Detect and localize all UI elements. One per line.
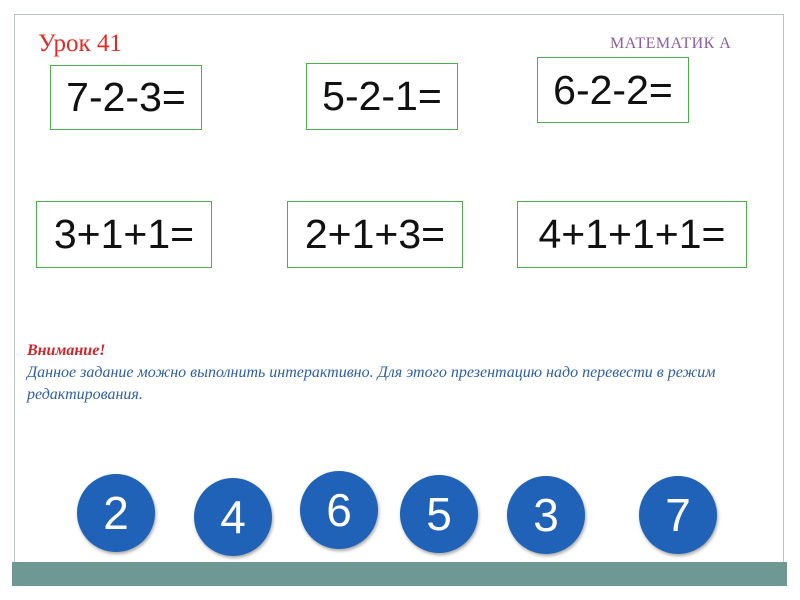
answer-circle-5[interactable]: 5: [400, 475, 478, 553]
expression-box-1: 7-2-3=: [50, 65, 202, 130]
expression-box-5: 2+1+3=: [287, 201, 463, 268]
notice-text: Данное задание можно выполнить интерактивно. Для этого презентацию надо перевести в режим редактирования.: [27, 364, 716, 403]
answer-circle-3[interactable]: 3: [507, 476, 585, 554]
answer-circle-2[interactable]: 2: [77, 474, 155, 552]
notice-heading: Внимание!: [27, 342, 106, 359]
expression-box-2: 5-2-1=: [306, 63, 458, 130]
answer-circle-6[interactable]: 6: [300, 471, 378, 549]
answer-circle-7[interactable]: 7: [639, 476, 717, 554]
notice: [27, 340, 747, 406]
subject-label: МАТЕМАТИК А: [610, 35, 732, 52]
lesson-title: Урок 41: [38, 30, 122, 57]
bottom-bar: [12, 562, 787, 586]
expression-box-3: 6-2-2=: [537, 57, 689, 123]
expression-box-6: 4+1+1+1=: [517, 201, 747, 268]
expression-box-4: 3+1+1=: [36, 201, 212, 268]
answer-circle-4[interactable]: 4: [194, 478, 272, 556]
